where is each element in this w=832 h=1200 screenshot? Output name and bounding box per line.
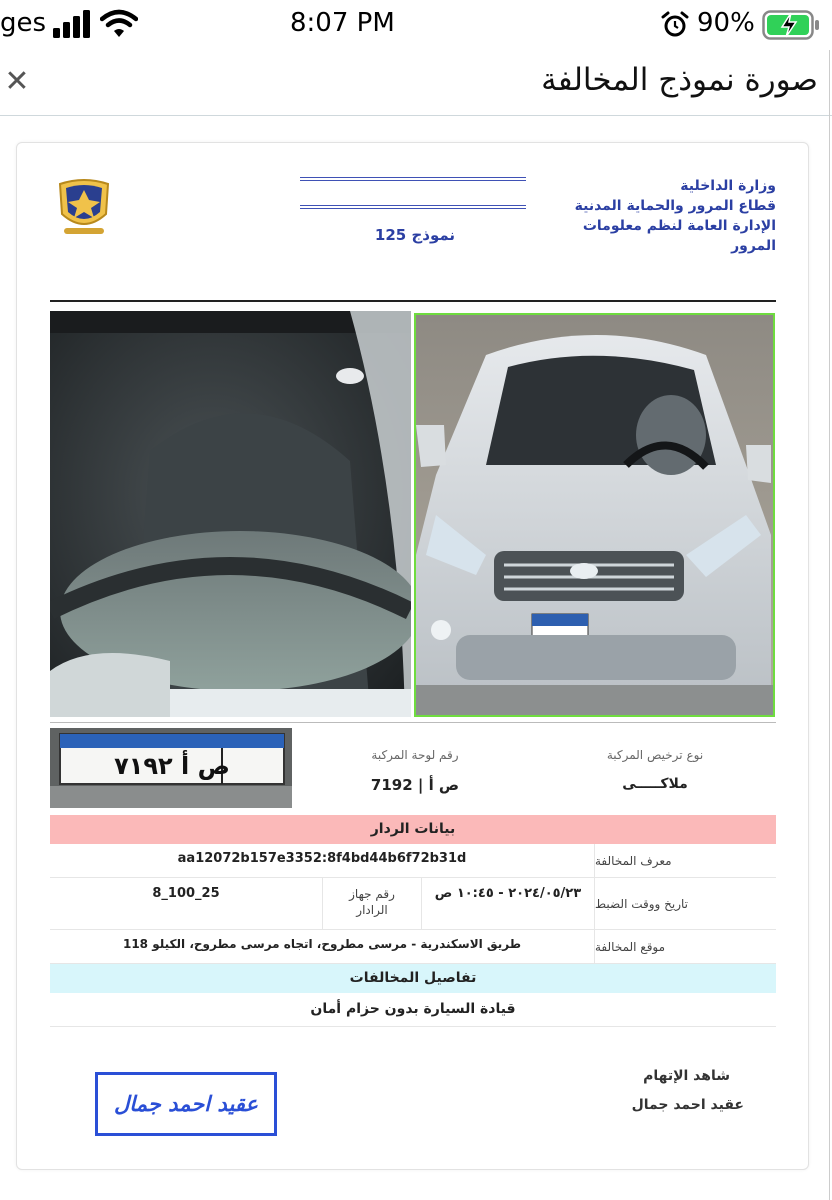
- close-button[interactable]: [0, 64, 34, 100]
- table-row: [50, 844, 776, 878]
- header: [0, 50, 832, 116]
- violations-section-header: تفاصيل المخالفات: [50, 964, 776, 993]
- plate-number-label: رقم لوحة المركبة: [371, 748, 459, 762]
- right-edge-rule: [829, 50, 830, 1200]
- ministry-header: [546, 176, 776, 256]
- signal-icon: [52, 10, 92, 38]
- table-row: [50, 878, 776, 930]
- plate-image-text: ص أ ٧١٩٢: [114, 752, 230, 780]
- header-rule-bottom-2: [300, 208, 526, 209]
- ministry-line: قطاع المرور والحماية المدنية: [574, 198, 776, 214]
- form-number: نموذج 125: [374, 226, 456, 244]
- wifi-icon: [100, 8, 138, 38]
- radar-section-header: بيانات الردار: [50, 815, 776, 844]
- ministry-line: الإدارة العامة لنظم معلومات المرور: [582, 218, 776, 254]
- witness-name: عقيد احمد جمال: [631, 1097, 744, 1113]
- header-rule-top-2: [300, 180, 526, 181]
- license-type-label: نوع ترخيص المركبة: [606, 748, 704, 762]
- close-icon[interactable]: ✕: [4, 64, 30, 99]
- header-rule-bottom-1: [300, 205, 526, 206]
- device-label: رقم جهاز الرادار: [322, 878, 422, 929]
- header-divider: [50, 300, 776, 302]
- plate-number-value: ص أ | 7192: [370, 776, 460, 794]
- alarm-clock-icon: [660, 10, 690, 40]
- witness-label: شاهد الإتهام: [643, 1068, 730, 1084]
- list-item: [50, 993, 776, 1027]
- driver-closeup-photo: [50, 311, 411, 717]
- clock-time: 8:07 PM: [290, 8, 395, 38]
- violation-item: قيادة السيارة بدون حزام أمان: [310, 1001, 516, 1017]
- device-value: 25_100_8: [152, 886, 220, 901]
- violation-id-value: aa12072b157e3352:8f4bd44b6f72b31d: [177, 851, 467, 866]
- status-bar: [0, 0, 832, 50]
- carrier-label: ges: [0, 8, 47, 38]
- location-value: طريق الاسكندرية - مرسى مطروح، اتجاه مرسى مطروح، الكيلو 118: [122, 937, 522, 951]
- photo-divider: [50, 722, 776, 723]
- officer-signature-stamp: [95, 1072, 277, 1136]
- page-title: صورة نموذج المخالفة: [541, 62, 818, 98]
- violation-id-label: معرف المخالفة: [594, 844, 776, 877]
- vehicle-front-photo: [414, 313, 775, 717]
- stamp-text: عقيد احمد جمال: [114, 1092, 258, 1116]
- table-row: [50, 930, 776, 964]
- police-emblem-logo: [56, 176, 112, 238]
- battery-charging-icon: [762, 10, 820, 40]
- datetime-label: تاريخ ووقت الضبط: [594, 878, 776, 929]
- license-type-value: ملاكـــــى: [622, 776, 688, 792]
- battery-percent: 90%: [697, 8, 755, 38]
- ministry-line: وزارة الداخلية: [680, 178, 776, 194]
- datetime-value: ٢٠٢٤/٠٥/٢٣ - ١٠:٤٥ ص: [434, 886, 582, 901]
- location-label: موقع المخالفة: [594, 930, 776, 963]
- header-rule-top-1: [300, 177, 526, 178]
- license-plate-crop: [50, 728, 292, 808]
